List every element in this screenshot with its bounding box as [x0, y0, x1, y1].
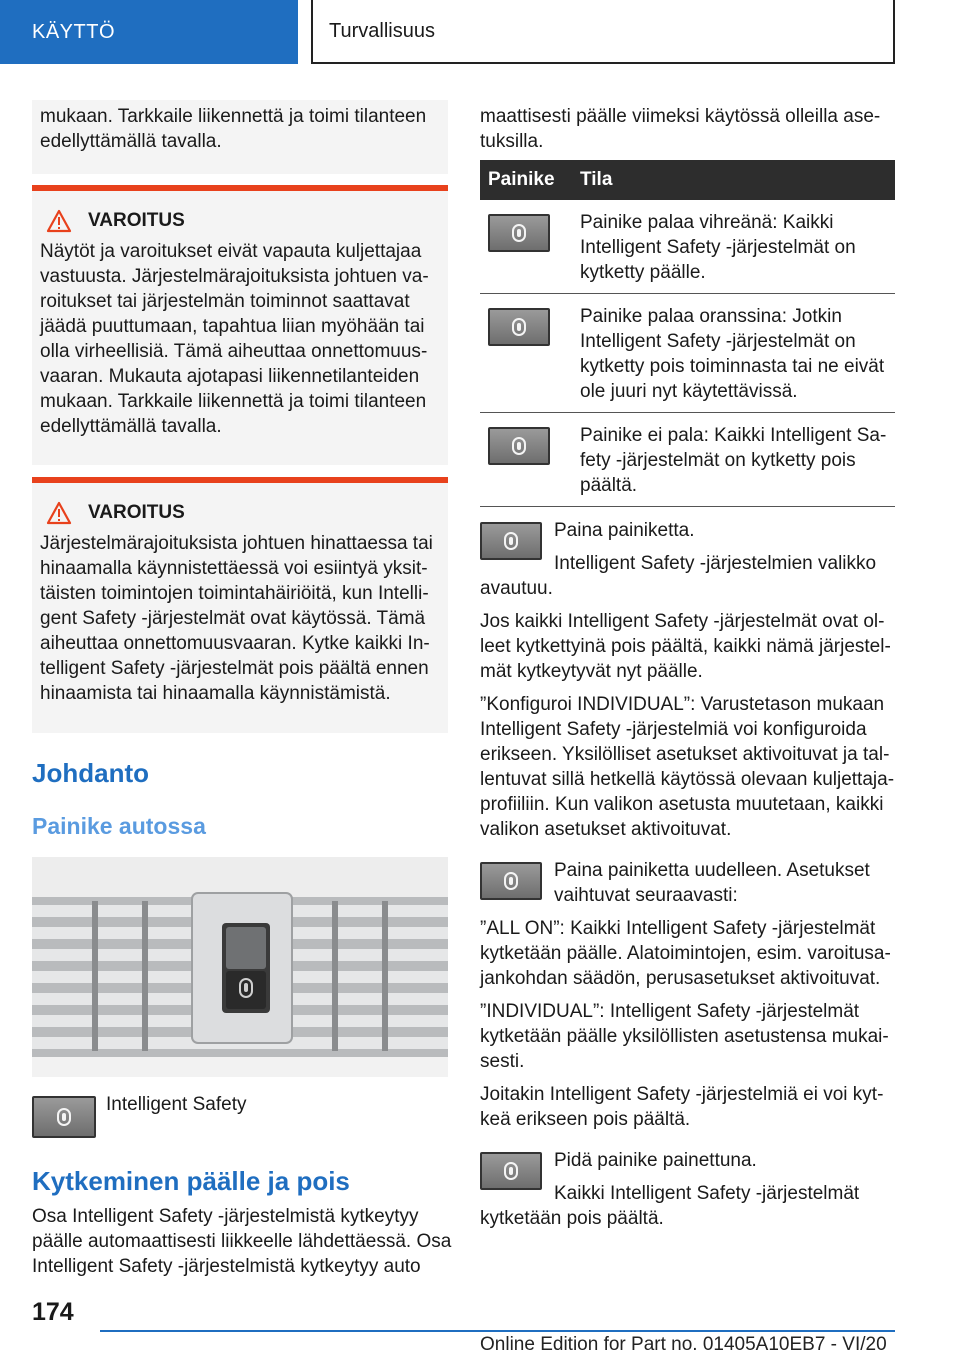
note-text: mukaan. Tarkkaile liikennettä ja toimi tilanteen edellyttämällä tavalla. — [40, 106, 427, 152]
footer-divider — [100, 1330, 895, 1332]
table-cell-state: Painike palaa vihreänä: Kaikki Intelligent Safety -järjestelmät on kytketty päälle. — [572, 200, 895, 294]
table-cell-icon — [480, 200, 572, 294]
table-header-button: Painike — [480, 160, 572, 200]
table-row — [480, 294, 895, 413]
paragraph-3: ”ALL ON”: Kaikki Intelligent Safety -järjestelmät kytketään päälle. Alatoimintojen, esim. varoitusajankohdan säädön, perusasetukset aktivoituvat. — [480, 918, 891, 989]
intelligent-safety-button-icon — [488, 214, 550, 252]
intelligent-safety-button-icon — [488, 427, 550, 465]
table-row — [480, 413, 895, 507]
warning-triangle-icon — [46, 501, 72, 525]
table-cell-icon — [480, 294, 572, 413]
step-1-text: Paina painiketta. — [554, 520, 695, 541]
paragraph-4: ”INDIVIDUAL”: Intelligent Safety -järjestelmät kytketään päälle yksilöllisten asetustensa mukaisesti. — [480, 1001, 889, 1072]
step-3-text: Pidä painike painettuna. — [554, 1150, 757, 1171]
step-1-result: Intelligent Safety -järjestelmien valikko avautuu. — [480, 553, 877, 599]
button-caption: Intelligent Safety — [106, 1094, 247, 1115]
intelligent-safety-button-icon — [480, 862, 542, 900]
header-title-box — [311, 0, 895, 64]
onoff-paragraph-block — [32, 1204, 452, 1279]
instructions-block — [480, 518, 896, 1239]
onoff-paragraph: Osa Intelligent Safety -järjestelmistä kytkeytyy päälle automaattisesti liikkeelle lähdettäessä. Osa Intelligent Safety -järjestelmistä kytkeytyy auto — [32, 1206, 452, 1277]
table-header-row — [480, 160, 895, 200]
header-section-label: KÄYTTÖ — [32, 20, 116, 43]
intelligent-safety-button-icon — [480, 522, 542, 560]
header-title: Turvallisuus — [329, 19, 435, 42]
table-header-state: Tila — [572, 160, 895, 200]
intelligent-safety-button-icon — [480, 1152, 542, 1190]
paragraph-1: Jos kaikki Intelligent Safety -järjestelmät ovat olleet kytkettyinä pois päältä, kaikki nämä järjestelmät kytkeytyvät nyt päälle. — [480, 611, 891, 682]
button-state-table — [480, 160, 895, 507]
step-2-text: Paina painiketta uudelleen. Asetukset vaihtuvat seuraavasti: — [554, 860, 870, 906]
heading-introduction: Johdanto — [32, 758, 149, 788]
intelligent-safety-button-icon — [32, 1096, 96, 1138]
warning-text-1: Näytöt ja varoitukset eivät vapauta kuljettajaa vastuusta. Järjestelmärajoituksista johtuen varoitukset tai järjestelmän toiminnot saattavat jäädä puuttumaan, tapahtua liian myöhään tai olla virheellisiä. Tämä aiheuttaa onnettomuusvaaran. Mukauta ajotapasi liikennetilanteiden mukaan. Tarkkaile liikennettä ja toimi tilanteen edellyttämällä tavalla. — [40, 241, 429, 437]
paragraph-2: ”Konfiguroi INDIVIDUAL”: Varustetason mukaan Intelligent Safety -järjestelmiä voi konfiguroida erikseen. Yksilölliset asetukset aktivoituvat ja tallentuvat sillä hetkellä käytössä olevaan kuljettajaprofiiliin. Kun valikon asetusta muutetaan, kaikki valikon asetukset aktivoituvat. — [480, 694, 895, 840]
table-row — [480, 200, 895, 294]
right-intro-block — [480, 104, 896, 162]
header-section-tab — [0, 0, 298, 64]
button-caption-row — [32, 1096, 96, 1143]
warning-text-2: Järjestelmärajoituksista johtuen hinattaessa tai hinaamalla käynnistettäessä voi esiintyä yksittäisten toimintojen toimintahäiriöitä, kun Intelligent Safety -järjestelmät ovat käytössä. Tämä aiheuttaa onnettomuusvaaran. Kytke kaikki Intelligent Safety -järjestelmät pois päältä ennen hinaamista tai hinaamalla käynnistämistä. — [40, 533, 433, 704]
table-cell-state: Painike ei pala: Kaikki Intelligent Safety -järjestelmät on kytketty pois päältä. — [572, 413, 895, 507]
heading-switching-on-off: Kytkeminen päälle ja pois — [32, 1166, 350, 1196]
warning-box-1 — [32, 185, 448, 465]
right-intro-text: maattisesti päälle viimeksi käytössä olleilla asetuksilla. — [480, 106, 881, 152]
footer-edition: Online Edition for Part no. 01405A10EB7 - VI/20 — [480, 1334, 887, 1355]
step-hold-button — [480, 1148, 896, 1239]
step-press-button — [480, 518, 896, 609]
page-number: 174 — [32, 1298, 74, 1326]
note-box — [32, 100, 448, 174]
warning-triangle-icon — [46, 209, 72, 233]
warning-box-2 — [32, 477, 448, 733]
step-press-again — [480, 858, 896, 916]
warning-title-1: VAROITUS — [88, 210, 185, 231]
button-in-car-photo — [32, 857, 448, 1077]
table-cell-state: Painike palaa oranssina: Jotkin Intelligent Safety -järjestelmät on kytketty pois toiminnasta tai ne eivät ole juuri nyt käytettävissä. — [572, 294, 895, 413]
table-cell-icon — [480, 413, 572, 507]
warning-title-2: VAROITUS — [88, 502, 185, 523]
subheading-button-in-car: Painike autossa — [32, 813, 206, 839]
intelligent-safety-button-icon — [488, 308, 550, 346]
paragraph-5: Joitakin Intelligent Safety -järjestelmiä ei voi kytkeä erikseen pois päältä. — [480, 1084, 884, 1130]
step-3-result: Kaikki Intelligent Safety -järjestelmät kytketään pois päältä. — [480, 1183, 860, 1229]
